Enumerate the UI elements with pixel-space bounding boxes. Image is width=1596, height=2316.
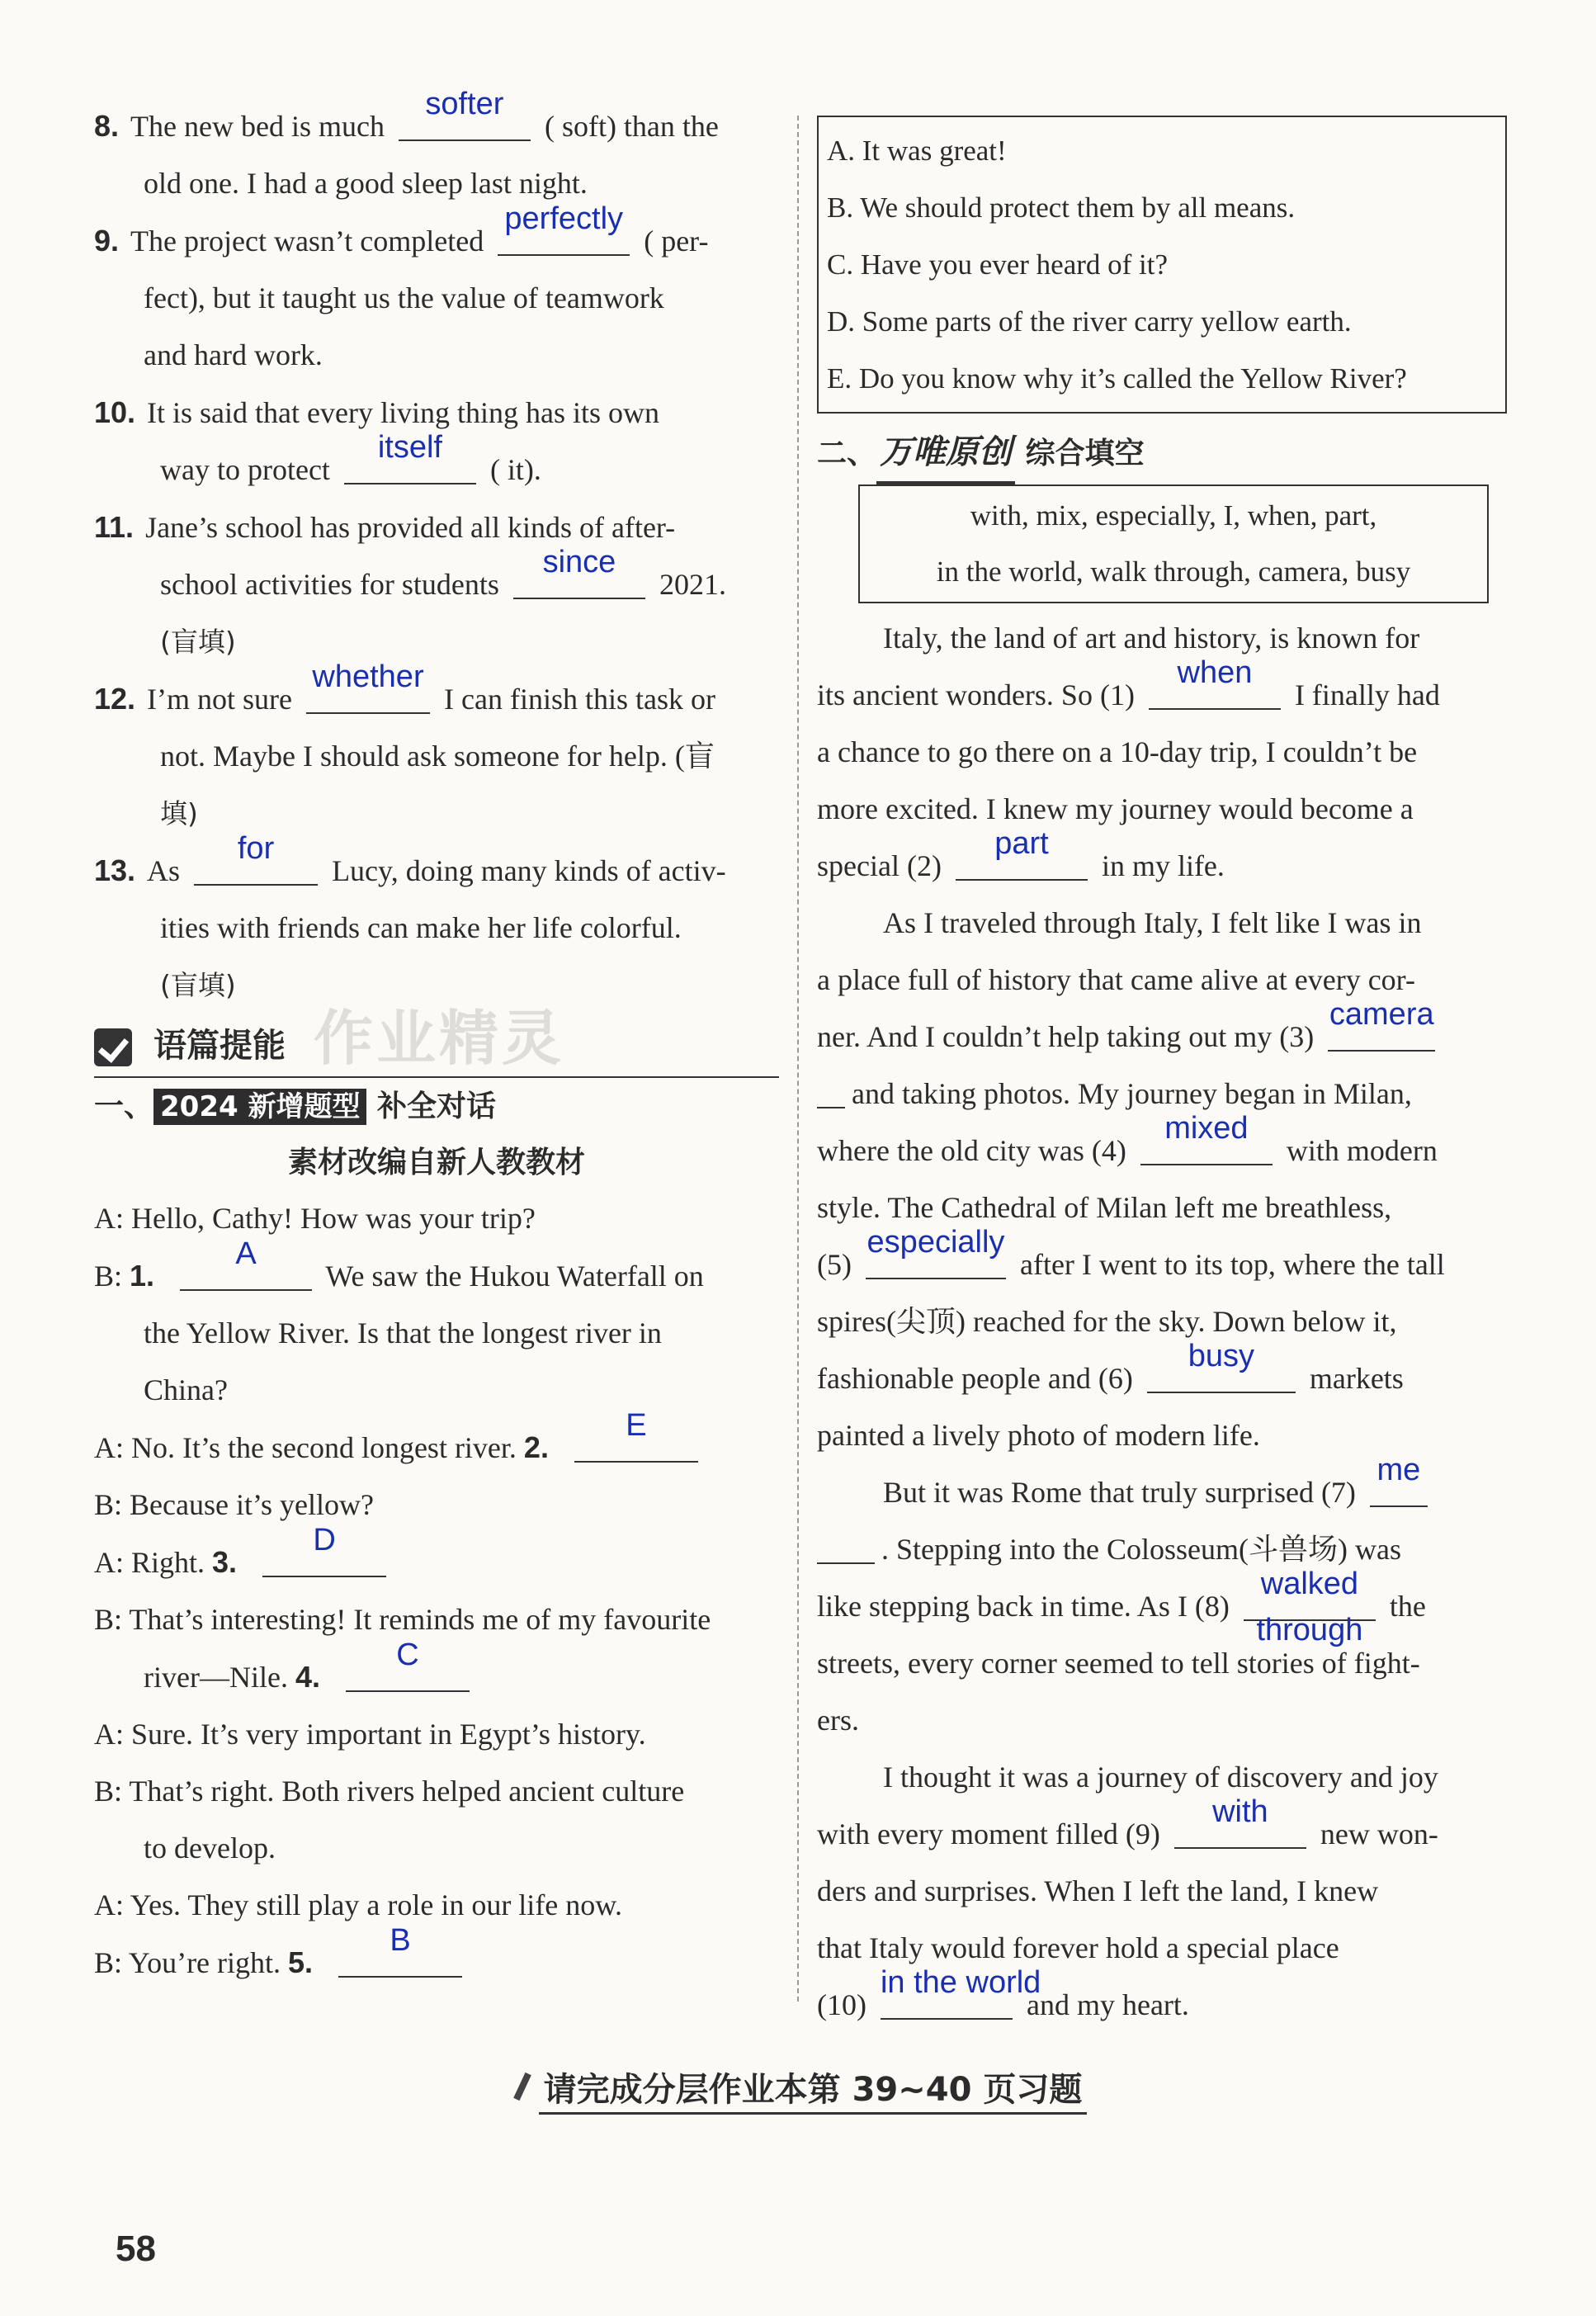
part-one-heading: 一、 2024 新增题型 补全对话 xyxy=(94,1089,497,1123)
pen-icon xyxy=(509,2073,534,2106)
answer-blank: perfectly xyxy=(498,220,630,256)
question-9: 9. The project wasn’t completed perfectly ( per- xyxy=(94,201,709,258)
answer-blank: me xyxy=(1370,1471,1428,1507)
right-column xyxy=(817,116,1502,2034)
question-9-cont: fect), but it taught us the value of teamwork xyxy=(144,281,664,314)
question-11: 11. Jane’s school has provided all kinds of after- xyxy=(94,510,676,544)
answer-blank: softer xyxy=(399,105,531,141)
homework-reminder: 请完成分层作业本第 39~40 页习题 xyxy=(0,2063,1596,2110)
blind-fill-tag: (盲填) xyxy=(160,626,236,658)
answer-blank: busy xyxy=(1147,1357,1296,1393)
dialogue-line: B: 1. A We saw the Hukou Waterfall on xyxy=(94,1236,704,1293)
part-two-heading: 二、 万唯原创 综合填空 xyxy=(817,423,1502,484)
section-heading: 语篇提能 xyxy=(94,1019,779,1078)
dialogue-line: A: Sure. It’s very important in Egypt’s history. xyxy=(94,1718,646,1751)
option-item: E. Do you know why it’s called the Yellow River? xyxy=(827,362,1407,395)
dialogue-line: B: Because it’s yellow? xyxy=(94,1488,374,1521)
dialogue-line: B: You’re right. 5. B xyxy=(94,1934,779,1992)
option-item: D. Some parts of the river carry yellow earth. xyxy=(827,305,1352,338)
answer-blank: A xyxy=(180,1255,312,1291)
options-box xyxy=(817,116,1507,414)
checkbox-icon xyxy=(94,1028,132,1066)
passage-paragraph-2: As I traveled through Italy, I felt like I was in a place full of history that came alive at every cor- ner. And I couldn’t help taking out my (3) camera and taking photos. My journey began in Milan, where the old city was (4) mixed with modern style. The Cathedral of Milan left me breathless, (5) especially after I went to its top, where the tall spires(尖顶) reached for the sky. Down below it, fashionable people and (6) busy markets painted a lively photo of modern life. xyxy=(817,906,1445,1452)
word-bank-line: with, mix, especially, I, when, part, xyxy=(970,499,1377,532)
answer-blank: part xyxy=(956,844,1088,881)
answer-blank-tail xyxy=(817,1072,845,1108)
answer-blank: with xyxy=(1174,1813,1306,1849)
answer-blank: B xyxy=(338,1941,462,1978)
question-12-cont2: 填) xyxy=(160,797,198,830)
answer-blank: E xyxy=(574,1426,698,1463)
question-11-cont: school activities for students since 2021. xyxy=(160,545,726,601)
dialogue-line-cont: to develop. xyxy=(144,1832,276,1865)
dialogue-line-cont: China? xyxy=(144,1373,228,1406)
question-10: 10. It is said that every living thing has its own xyxy=(94,395,659,429)
dialogue-line: A: Right. 3. D xyxy=(94,1534,779,1591)
answer-blank: walked through xyxy=(1244,1585,1376,1621)
question-8: 8. The new bed is much softer ( soft) than the xyxy=(94,87,719,143)
answer-blank: itself xyxy=(344,448,476,484)
dialogue-line: B: That’s right. Both rivers helped ancient culture xyxy=(94,1775,685,1808)
passage-paragraph-1: Italy, the land of art and history, is known for its ancient wonders. So (1) when I finally had a chance to go there on a 10-day trip, I couldn’t be more excited. I knew my journey would become a special (2) part in my life. xyxy=(817,622,1440,882)
word-bank-line: in the world, walk through, camera, busy xyxy=(936,555,1411,588)
dialogue-line-cont: river—Nile. 4. C xyxy=(94,1648,779,1706)
new-question-type-tag: 2024 新增题型 xyxy=(153,1089,366,1125)
option-item: A. It was great! xyxy=(827,135,1007,167)
answer-blank: mixed xyxy=(1140,1129,1273,1165)
answer-blank: for xyxy=(194,849,318,886)
question-12-cont: not. Maybe I should ask someone for help. (盲 xyxy=(160,740,715,773)
dialogue xyxy=(94,1190,779,1992)
answer-blank: especially xyxy=(866,1243,1006,1279)
question-13-cont: ities with friends can make her life colorful. xyxy=(160,911,682,944)
watermark-text: 作业精灵 xyxy=(314,1004,565,1073)
column-divider xyxy=(797,116,799,2002)
answer-blank: D xyxy=(262,1541,386,1577)
answer-blank-tail xyxy=(817,1528,875,1564)
answer-blank: C xyxy=(346,1656,470,1692)
dialogue-line-cont: the Yellow River. Is that the longest river in xyxy=(144,1316,662,1349)
answer-blank: whether xyxy=(306,678,430,714)
passage-paragraph-3: But it was Rome that truly surprised (7) me . Stepping into the Colosseum(斗兽场) was like stepping back in time. As I (8) walked through the streets, every corner seemed to tell stories of fight- ers. xyxy=(817,1464,1502,1749)
option-item: C. Have you ever heard of it? xyxy=(827,248,1169,281)
word-bank-box xyxy=(858,484,1489,603)
question-8-cont: old one. I had a good sleep last night. xyxy=(144,167,588,200)
question-12: 12. I’m not sure whether I can finish this task or xyxy=(94,659,715,716)
dialogue-line: A: Yes. They still play a role in our life now. xyxy=(94,1888,622,1921)
question-9-cont2: and hard work. xyxy=(144,338,323,371)
dialogue-line: A: Hello, Cathy! How was your trip? xyxy=(94,1202,536,1235)
passage-paragraph-4: I thought it was a journey of discovery and joy with every moment filled (9) with new won- ders and surprises. When I left the land, I knew that Italy would forever hold a special place (10) in the world and my heart. xyxy=(817,1761,1438,2021)
answer-blank: in the world xyxy=(881,1983,1013,2020)
option-item: B. We should protect them by all means. xyxy=(827,191,1296,224)
dialogue-line: B: That’s interesting! It reminds me of my favourite xyxy=(94,1603,711,1636)
source-note: 素材改编自新人教教材 xyxy=(287,1146,585,1179)
answer-blank: since xyxy=(513,563,645,599)
question-13: 13. As for Lucy, doing many kinds of activ- xyxy=(94,831,726,887)
question-13-cont2: (盲填) xyxy=(160,969,236,1001)
page-number: 58 xyxy=(116,2229,156,2269)
brand-logo: 万唯原创 xyxy=(876,423,1015,484)
question-10-cont: way to protect itself ( it). xyxy=(160,430,541,486)
answer-blank: when xyxy=(1149,674,1281,710)
answer-blank: camera xyxy=(1328,1015,1435,1052)
dialogue-line: A: No. It’s the second longest river. 2. E xyxy=(94,1419,779,1477)
